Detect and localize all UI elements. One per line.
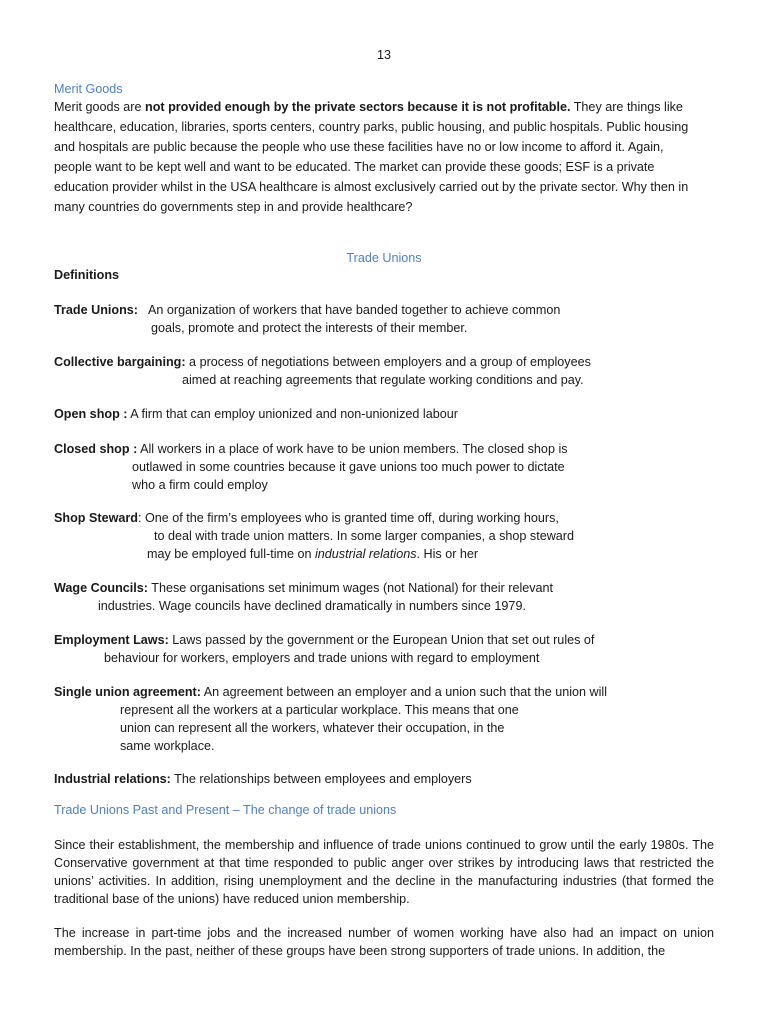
merit-goods-line-3: and hospitals are public because the people who use these facilities have no or low income to afford it. Again,: [54, 140, 664, 154]
def-industrial-relations-text: The relationships between employees and employers: [170, 772, 472, 786]
def-shop-steward-text: : One of the firm’s employees who is granted time off, during working hours,: [137, 511, 559, 525]
def-employment-laws-text: Laws passed by the government or the European Union that set out rules of: [168, 633, 595, 647]
def-trade-unions-term: Trade Unions:: [54, 303, 138, 317]
def-wage-councils-term: Wage Councils:: [54, 581, 148, 595]
def-trade-unions-line-2: goals, promote and protect the interests of their member.: [151, 321, 468, 335]
past-present-paragraph-1: Since their establishment, the membership and influence of trade unions continued to grow until the early 1980s. The Conservative government at that time responded to public anger over strikes by introducing laws that restricted the unions’ activities. In addition, rising unemployment and the decline in the manufacturing industries (that formed the traditional base of the unions) have reduced union membership.: [54, 838, 714, 906]
merit-line-1-pre: Merit goods are: [54, 100, 145, 114]
def-open-shop-text: A firm that can employ unionized and non-unionized labour: [127, 407, 458, 421]
page-number: 13: [376, 48, 391, 62]
def-employment-laws-line-2: behaviour for workers, employers and trade unions with regard to employment: [104, 651, 540, 665]
past-present-heading: Trade Unions Past and Present – The change of trade unions: [54, 803, 397, 817]
merit-goods-heading: Merit Goods: [54, 82, 123, 96]
def-closed-shop-term: Closed shop :: [54, 442, 138, 456]
def-single-union-term: Single union agreement:: [54, 685, 201, 699]
merit-line-1-bold: not provided enough by the private sectors because it is not profitable.: [145, 100, 571, 114]
def-collective-bargaining-text: a process of negotiations between employers and a group of employees: [185, 355, 591, 369]
def-shop-steward-line-1: [54, 509, 559, 527]
def-closed-shop-text: All workers in a place of work have to be union members. The closed shop is: [137, 442, 568, 456]
merit-goods-line-2: healthcare, education, libraries, sports centers, country parks, public housing, and public hospitals. Public housing: [54, 120, 689, 134]
def-shop-steward-line-3-pre: may be employed full-time on: [147, 547, 315, 561]
def-employment-laws-term: Employment Laws:: [54, 633, 169, 647]
def-shop-steward-line-3-italic: industrial relations: [315, 547, 417, 561]
trade-unions-title: Trade Unions: [346, 251, 422, 265]
def-single-union-line-1: [54, 683, 607, 701]
def-industrial-relations-term: Industrial relations:: [54, 772, 171, 786]
def-collective-bargaining-line-1: [54, 353, 591, 371]
merit-line-1-post: They are things like: [570, 100, 683, 114]
past-present-paragraph-2: The increase in part-time jobs and the increased number of women working have also had an impact on union membership. In the past, neither of these groups have been strong supporters of trade unions. In addition, the: [54, 926, 714, 958]
definitions-label: Definitions: [54, 268, 120, 282]
def-single-union-line-4: same workplace.: [120, 739, 215, 753]
def-industrial-relations-line-1: [54, 770, 472, 788]
def-closed-shop-line-1: [54, 440, 568, 458]
def-single-union-line-3: union can represent all the workers, whatever their occupation, in the: [120, 721, 505, 735]
def-closed-shop-line-2: outlawed in some countries because it gave unions too much power to dictate: [132, 460, 565, 474]
def-single-union-line-2: represent all the workers at a particular workplace. This means that one: [120, 703, 519, 717]
def-employment-laws-line-1: [54, 631, 594, 649]
def-shop-steward-line-3: [147, 545, 478, 563]
def-open-shop-term: Open shop :: [54, 407, 128, 421]
def-wage-councils-line-2: industries. Wage councils have declined dramatically in numbers since 1979.: [98, 599, 526, 613]
def-shop-steward-line-3-post: . His or her: [416, 547, 479, 561]
def-single-union-text: An agreement between an employer and a union such that the union will: [200, 685, 608, 699]
merit-goods-line-1: [54, 98, 683, 116]
def-trade-unions-line-1: An organization of workers that have banded together to achieve common: [148, 303, 561, 317]
def-open-shop-line-1: [54, 405, 458, 423]
def-collective-bargaining-term: Collective bargaining:: [54, 355, 186, 369]
def-wage-councils-line-1: [54, 579, 553, 597]
merit-goods-line-6: many countries do governments step in and provide healthcare?: [54, 200, 413, 214]
merit-goods-line-5: education provider whilst in the USA healthcare is almost exclusively carried out by the private sector. Why then in: [54, 180, 689, 194]
def-shop-steward-term: Shop Steward: [54, 511, 138, 525]
def-wage-councils-text: These organisations set minimum wages (not National) for their relevant: [148, 581, 554, 595]
def-closed-shop-line-3: who a firm could employ: [132, 478, 268, 492]
def-collective-bargaining-line-2: aimed at reaching agreements that regulate working conditions and pay.: [182, 373, 584, 387]
merit-goods-line-4: people want to be kept well and want to be educated. The market can provide these goods; ESF is a private: [54, 160, 655, 174]
def-shop-steward-line-2: to deal with trade union matters. In some larger companies, a shop steward: [154, 529, 575, 543]
